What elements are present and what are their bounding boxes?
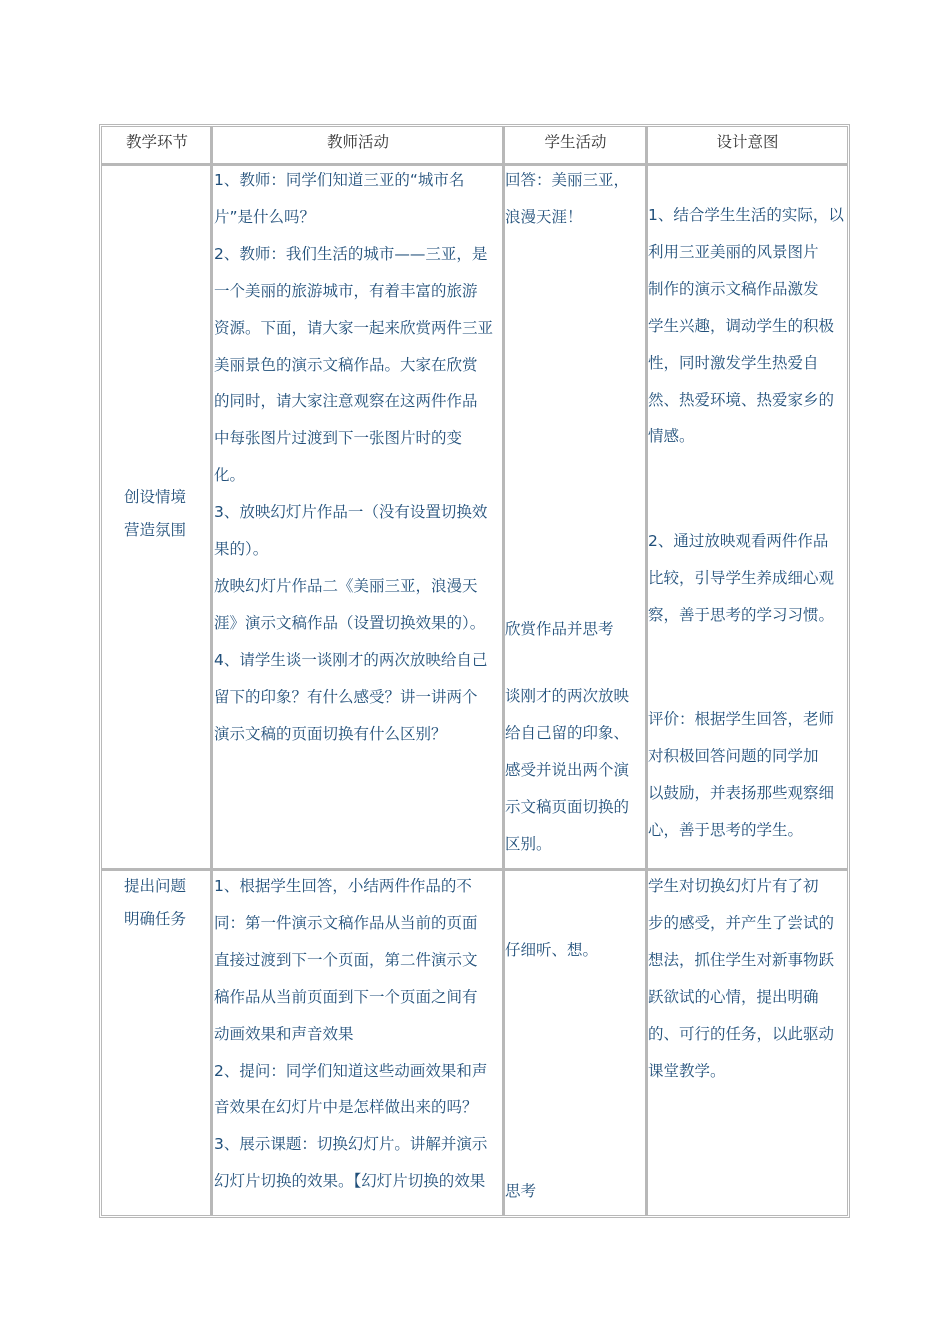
student-activity-block <box>505 678 629 863</box>
text-line: 一个美丽的旅游城市，有着丰富的旅游 <box>214 281 478 300</box>
text-line: 的、可行的任务，以此驱动 <box>648 1024 835 1043</box>
text-line: 思考 <box>505 1182 537 1200</box>
teacher-activity-cell <box>214 868 487 1200</box>
text-line: 同：第一件演示文稿作品从当前的页面 <box>214 913 478 932</box>
design-intent-block <box>648 523 834 634</box>
text-line: 片”是什么吗？ <box>214 207 316 226</box>
text-line: 比较，引导学生养成细心观 <box>648 568 835 587</box>
text-line: 涯》演示文稿作品（设置切换效果的）。 <box>214 613 486 632</box>
column-divider <box>502 126 505 1216</box>
text-line: 中每张图片过渡到下一张图片时的变 <box>214 429 463 448</box>
text-line: 学生对切换幻灯片有了初 <box>648 877 819 895</box>
text-line: 1、结合学生生活的实际，以 <box>648 206 844 224</box>
teacher-activity-cell <box>214 162 493 753</box>
text-line: 对积极回答问题的同学加 <box>648 746 819 765</box>
text-line: 稿作品从当前页面到下一个页面之间有 <box>214 987 478 1006</box>
design-intent-block <box>648 197 844 455</box>
text-line: 浪漫天涯！ <box>505 207 583 226</box>
text-line: 1、根据学生回答，小结两件作品的不 <box>214 877 472 895</box>
stage-line: 创设情境 <box>124 488 187 506</box>
text-line: 情感。 <box>648 427 695 446</box>
text-line: 示文稿页面切换的 <box>505 797 630 816</box>
text-line: 3、展示课题：切换幻灯片。讲解并演示 <box>214 1135 488 1154</box>
text-line: 察，善于思考的学习习惯。 <box>648 605 835 624</box>
student-activity-block <box>505 611 614 648</box>
text-line: 评价：根据学生回答，老师 <box>648 710 835 728</box>
text-line: 4、请学生谈一谈刚才的两次放映给自己 <box>214 650 488 669</box>
text-line: 想法，抓住学生对新事物跃 <box>648 950 835 969</box>
text-line: 留下的印象？有什么感受？讲一讲两个 <box>214 687 478 706</box>
text-line: 利用三亚美丽的风景图片 <box>648 242 819 261</box>
text-line: 跃欲试的心情，提出明确 <box>648 987 819 1006</box>
text-line: 谈刚才的两次放映 <box>505 687 630 705</box>
text-line: 化。 <box>214 466 246 485</box>
stage-cell <box>124 481 186 546</box>
text-line: 感受并说出两个演 <box>505 760 630 779</box>
student-activity-block <box>505 162 629 236</box>
student-activity-block <box>505 1173 536 1210</box>
header-cell: 学生活动 <box>544 133 607 151</box>
text-line: 欣赏作品并思考 <box>505 620 614 638</box>
text-line: 回答：美丽三亚， <box>505 171 630 189</box>
text-line: 直接过渡到下一个页面，第二件演示文 <box>214 950 478 969</box>
stage-line: 明确任务 <box>124 909 187 928</box>
text-line: 演示文稿的页面切换有什么区别？ <box>214 724 447 743</box>
text-line: 2、教师：我们生活的城市——三亚，是 <box>214 244 488 263</box>
header-cell: 教学环节 <box>125 133 188 151</box>
design-intent-block <box>648 701 834 849</box>
text-line: 2、通过放映观看两件作品 <box>648 532 829 550</box>
stage-line: 营造氛围 <box>124 520 187 539</box>
text-line: 给自己留的印象、 <box>505 723 630 742</box>
text-line: 然、热爱环境、热爱家乡的 <box>648 390 835 409</box>
header-cell: 教师活动 <box>326 133 389 151</box>
text-line: 资源。下面，请大家一起来欣赏两件三亚 <box>214 318 494 337</box>
header-cell: 设计意图 <box>716 133 779 151</box>
text-line: 心，善于思考的学生。 <box>648 820 804 839</box>
text-line: 3、放映幻灯片作品一（没有设置切换效 <box>214 503 488 522</box>
text-line: 区别。 <box>505 834 552 853</box>
column-divider <box>210 126 213 1216</box>
student-activity-block <box>505 932 598 969</box>
text-line: 课堂教学。 <box>648 1061 726 1080</box>
text-line: 果的）。 <box>214 540 269 559</box>
text-line: 性，同时激发学生热爱自 <box>648 353 819 372</box>
text-line: 音效果在幻灯片中是怎样做出来的吗？ <box>214 1098 478 1117</box>
text-line: 幻灯片切换的效果。【幻灯片切换的效果 <box>214 1172 486 1191</box>
text-line: 动画效果和声音效果 <box>214 1024 354 1043</box>
text-line: 放映幻灯片作品二《美丽三亚，浪漫天 <box>214 576 478 595</box>
text-line: 步的感受，并产生了尝试的 <box>648 913 835 932</box>
text-line: 以鼓励，并表扬那些观察细 <box>648 783 835 802</box>
text-line: 1、教师：同学们知道三亚的“城市名 <box>214 171 465 189</box>
text-line: 学生兴趣，调动学生的积极 <box>648 316 835 335</box>
text-line: 制作的演示文稿作品激发 <box>648 279 819 298</box>
text-line: 2、提问：同学们知道这些动画效果和声 <box>214 1061 488 1080</box>
text-line: 仔细听、想。 <box>505 941 599 959</box>
stage-cell <box>124 870 186 935</box>
design-intent-block <box>648 868 834 1089</box>
text-line: 的同时，请大家注意观察在这两件作品 <box>214 392 478 411</box>
text-line: 美丽景色的演示文稿作品。大家在欣赏 <box>214 355 478 374</box>
stage-line: 提出问题 <box>124 877 187 895</box>
